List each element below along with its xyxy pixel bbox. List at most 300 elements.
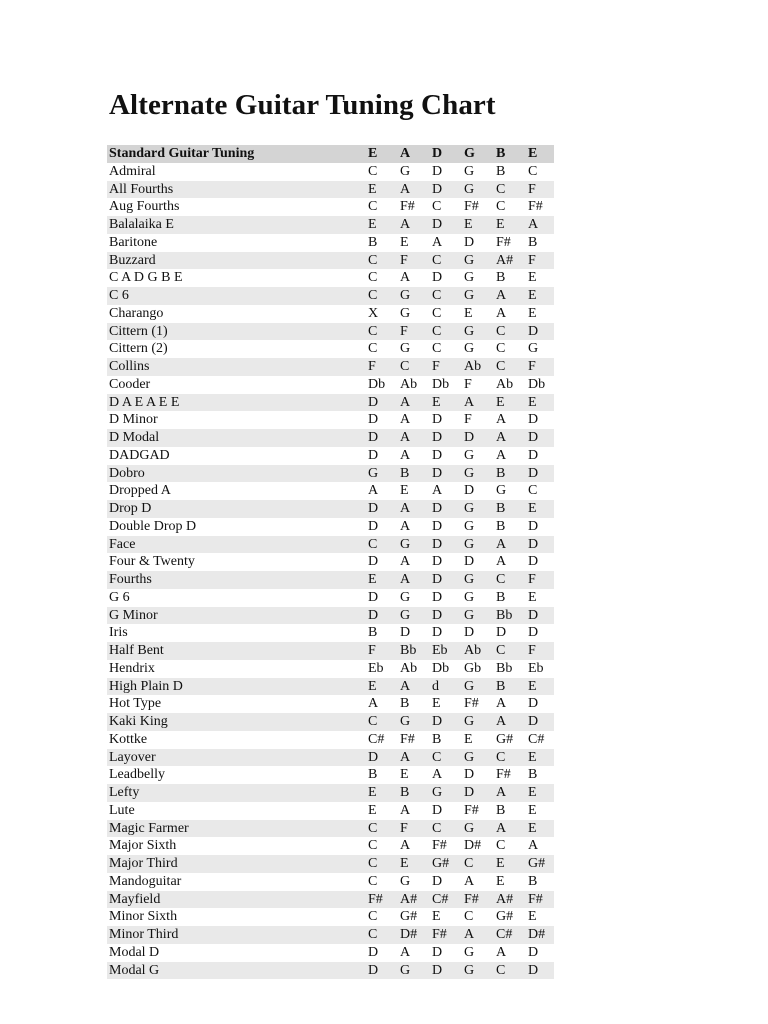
string-note: G [397,607,429,625]
string-note: E [493,216,525,234]
tuning-name: Admiral [109,163,156,179]
string-note: D# [464,838,482,854]
table-row [107,358,554,376]
string-note: E [400,767,409,783]
string-note: B [400,696,410,712]
string-note: B [496,270,506,286]
string-note: D [365,429,397,447]
string-note: D [365,394,397,412]
string-note: A [368,696,379,712]
string-note: A# [493,252,525,270]
string-note: D [525,713,554,731]
table-row [107,181,554,199]
string-note: B [368,234,378,250]
table-row [107,891,554,909]
string-note: F# [400,199,415,215]
string-note: F [397,252,429,270]
string-note: C [368,341,378,357]
table-row [107,908,554,926]
string-note: G [365,465,397,483]
tuning-name: Cooder [109,376,151,392]
string-note: B [493,678,525,696]
string-note: C [432,341,442,357]
string-note: G [461,962,493,980]
string-note: D [528,412,539,428]
string-note: D [464,625,475,641]
string-note: G [461,678,493,696]
string-note: F [525,252,554,270]
string-note: B [496,163,506,179]
string-note: G [461,607,493,625]
string-note: E [493,855,525,873]
string-note: C [493,181,525,199]
tuning-name: All Fourths [107,181,365,199]
string-note: G# [496,909,514,925]
string-note: D [429,536,461,554]
string-note: C# [368,731,385,747]
string-note: B [528,873,538,889]
string-note: D [432,589,443,605]
string-note: E [365,784,397,802]
tuning-name: Major Sixth [109,838,177,854]
string-note: G [397,713,429,731]
string-note: A [493,820,525,838]
string-note: A [397,500,429,518]
string-note: E [461,216,493,234]
string-note: G [464,270,475,286]
tuning-name: Lute [109,802,135,818]
string-note: D [368,412,379,428]
string-note: B [528,767,538,783]
string-note: A [496,696,507,712]
string-note: E [365,678,397,696]
string-note: A [493,287,525,305]
string-note: C [429,287,461,305]
string-note: A [397,216,429,234]
tuning-name: Balalaika E [107,216,365,234]
tuning-name: D A E A E E [107,394,365,412]
string-note: E [429,394,461,412]
tuning-name: Cittern (2) [109,341,168,357]
string-note: A [397,181,429,199]
string-note: A [400,944,411,960]
string-note: A [397,678,429,696]
string-note: D [525,323,554,341]
table-row [107,305,554,323]
string-note: A [400,412,411,428]
string-note: D [461,429,493,447]
string-note: C [429,252,461,270]
tuning-name: G Minor [107,607,365,625]
string-note: X [368,305,379,321]
string-note: G [400,163,411,179]
string-note: E [365,181,397,199]
string-note: G [461,287,493,305]
header-string-2: B [493,145,525,163]
string-note: C [368,163,378,179]
string-note: A [400,447,411,463]
string-note: A [397,429,429,447]
string-note: F# [461,891,493,909]
table-row [107,323,554,341]
header-string-1: E [525,145,554,163]
string-note: A [461,926,493,944]
table-row [107,749,554,767]
string-note: E [365,216,397,234]
string-note: D [365,607,397,625]
string-note: B [496,518,506,534]
string-note: Ab [496,376,514,392]
string-note: Bb [397,642,429,660]
string-note: D [429,465,461,483]
string-note: E [525,394,554,412]
string-note: D [496,625,507,641]
string-note: F# [525,891,554,909]
string-note: C [432,199,442,215]
string-note: E [432,909,441,925]
string-note: E [528,909,537,925]
string-note: E [493,394,525,412]
tuning-name: Double Drop D [109,518,197,534]
string-note: A [432,483,443,499]
string-note: A [368,483,379,499]
tuning-name: Face [107,536,365,554]
tuning-name: DADGAD [109,447,170,463]
string-note: C [368,270,378,286]
tuning-table [107,145,554,979]
table-row [107,855,554,873]
string-note: A [496,944,507,960]
table-row [107,926,554,944]
table-row [107,571,554,589]
string-note: C [528,163,538,179]
string-note: A [493,536,525,554]
string-note: E [464,731,473,747]
table-row [107,784,554,802]
string-note: Bb [496,660,513,676]
string-note: C [365,855,397,873]
string-note: E [432,696,441,712]
string-note: C [368,909,378,925]
string-note: G [461,571,493,589]
string-note: D [429,962,461,980]
string-note: B [496,589,506,605]
string-note: F# [432,838,447,854]
string-note: Db [432,376,450,392]
string-note: D [464,234,475,250]
tuning-name: Hendrix [109,660,155,676]
string-note: C [368,838,378,854]
string-note: C [496,199,506,215]
table-row [107,695,554,713]
table-row [107,553,554,571]
table-header-row [107,145,554,163]
string-note: F# [528,199,543,215]
table-row [107,660,554,678]
string-note: A [397,571,429,589]
string-note: A# [493,891,525,909]
string-note: G# [525,855,554,873]
string-note: B [432,731,442,747]
table-row [107,287,554,305]
string-note: E [528,802,537,818]
string-note: E [525,287,554,305]
string-note: D [368,554,379,570]
table-row [107,500,554,518]
table-row [107,589,554,607]
string-note: F# [400,731,415,747]
string-note: Ab [400,660,418,676]
string-note: D [525,429,554,447]
string-note: G [461,536,493,554]
string-note: E [464,305,473,321]
table-row [107,766,554,784]
string-note: E [528,305,537,321]
string-note: C [432,305,442,321]
string-note: F [365,642,397,660]
string-note: G# [496,731,514,747]
table-row [107,394,554,412]
string-note: Gb [464,660,482,676]
string-note: A [464,873,475,889]
string-note: Eb [368,660,384,676]
table-row [107,482,554,500]
string-note: D [368,944,379,960]
string-note: G [400,589,411,605]
string-note: A [528,838,539,854]
string-note: A [496,447,507,463]
string-note: F [397,323,429,341]
string-note: C [493,571,525,589]
table-row [107,198,554,216]
table-row [107,536,554,554]
header-string-3: G [461,145,493,163]
string-note: A# [397,891,429,909]
tuning-name: Mayfield [107,891,365,909]
tuning-name: Iris [109,625,128,641]
string-note: Eb [429,642,461,660]
table-row [107,607,554,625]
table-row [107,411,554,429]
string-note: E [368,802,377,818]
string-note: F [464,412,472,428]
string-note: C [365,926,397,944]
table-row [107,820,554,838]
string-note: C [496,838,506,854]
string-note: F [464,376,472,392]
string-note: D# [397,926,429,944]
tuning-name: C 6 [107,287,365,305]
string-note: Eb [528,660,544,676]
string-note: F [525,642,554,660]
string-note: G# [400,909,418,925]
string-note: D [464,483,475,499]
string-note: D [429,216,461,234]
string-note: A [496,554,507,570]
tuning-name: High Plain D [107,678,365,696]
table-row [107,678,554,696]
string-note: D [528,518,539,534]
string-note: A [400,270,411,286]
string-note: Db [528,376,546,392]
string-note: F [397,820,429,838]
tuning-name: Kottke [109,731,148,747]
string-note: E [400,483,409,499]
table-row [107,234,554,252]
string-note: D [432,270,443,286]
string-note: Ab [461,642,493,660]
string-note: C [464,909,474,925]
string-note: B [368,625,378,641]
string-note: G [528,341,539,357]
string-note: D [461,784,493,802]
table-row [107,252,554,270]
string-note: D [429,607,461,625]
string-note: C [365,287,397,305]
string-note: D [365,749,397,767]
string-note: E [528,270,537,286]
string-note: G [461,252,493,270]
string-note: G [496,483,507,499]
string-note: C [368,873,378,889]
table-row [107,944,554,962]
table-row [107,873,554,891]
string-note: D [525,465,554,483]
string-note: F# [429,926,461,944]
tuning-name: Major Third [107,855,365,873]
string-note: D [365,500,397,518]
string-note: A [461,394,493,412]
string-note: D [368,589,379,605]
string-note: D [432,447,443,463]
string-note: A [400,802,411,818]
string-note: A [397,394,429,412]
string-note: C# [528,731,545,747]
table-row [107,642,554,660]
string-note: D [432,944,443,960]
tuning-name: Layover [107,749,365,767]
string-note: G [400,341,411,357]
string-note: F# [464,696,479,712]
string-note: D [464,554,475,570]
string-note: A [493,784,525,802]
string-note: G [461,749,493,767]
string-note: C [365,252,397,270]
tuning-name: Kaki King [107,713,365,731]
tuning-name: Fourths [107,571,365,589]
string-note: Db [368,376,386,392]
header-string-5: A [397,145,429,163]
string-note: G [397,536,429,554]
tuning-name: Minor Third [107,926,365,944]
string-note: G [464,944,475,960]
string-note: E [525,678,554,696]
string-note: C [429,820,461,838]
string-note: D [432,625,443,641]
tuning-name: Aug Fourths [109,199,180,215]
string-note: D [528,554,539,570]
string-note: G [461,181,493,199]
string-note: D [432,518,443,534]
header-string-6: E [365,145,397,163]
string-note: A [493,713,525,731]
string-note: D [528,944,539,960]
string-note: D [432,163,443,179]
table-row [107,163,554,181]
string-note: D [365,962,397,980]
string-note: C [496,341,506,357]
string-note: C# [493,926,525,944]
string-note: C [429,323,461,341]
table-row [107,837,554,855]
tuning-name: Leadbelly [109,767,165,783]
string-note: G# [429,855,461,873]
string-note: E [496,873,505,889]
string-note: D [429,713,461,731]
string-note: A [496,305,507,321]
string-note: D [432,802,443,818]
tuning-name: G 6 [109,589,130,605]
string-note: E [365,571,397,589]
string-note: C [493,749,525,767]
string-note: B [397,465,429,483]
string-note: B [368,767,378,783]
string-note: E [528,589,537,605]
string-note: D [432,412,443,428]
string-note: A [400,838,411,854]
string-note: D [429,500,461,518]
string-note: G [464,518,475,534]
tuning-name: Hot Type [109,696,162,712]
string-note: G [464,163,475,179]
string-note: F# [464,199,479,215]
tuning-name: Charango [109,305,164,321]
string-note: G [397,287,429,305]
string-note: D [464,767,475,783]
string-note: D [368,518,379,534]
string-note: F [429,358,461,376]
string-note: G [461,820,493,838]
tuning-name: Cittern (1) [107,323,365,341]
string-note: C [397,358,429,376]
table-row [107,340,554,358]
string-note: A [525,216,554,234]
string-note: C# [429,891,461,909]
string-note: D [400,625,411,641]
string-note: G [461,500,493,518]
string-note: D [429,181,461,199]
tuning-name: Collins [107,358,365,376]
string-note: D [429,571,461,589]
string-note: Bb [493,607,525,625]
string-note: F [525,181,554,199]
string-note: C [461,855,493,873]
string-note: A [432,767,443,783]
string-note: A [493,429,525,447]
string-note: G [461,465,493,483]
tuning-name: Modal D [109,944,160,960]
string-note: G [464,589,475,605]
table-row [107,518,554,536]
string-note: A [432,234,443,250]
table-row [107,624,554,642]
table-row [107,731,554,749]
string-note: E [525,820,554,838]
table-row [107,962,554,980]
string-note: B [397,784,429,802]
string-note: B [493,465,525,483]
string-note: F# [464,802,479,818]
